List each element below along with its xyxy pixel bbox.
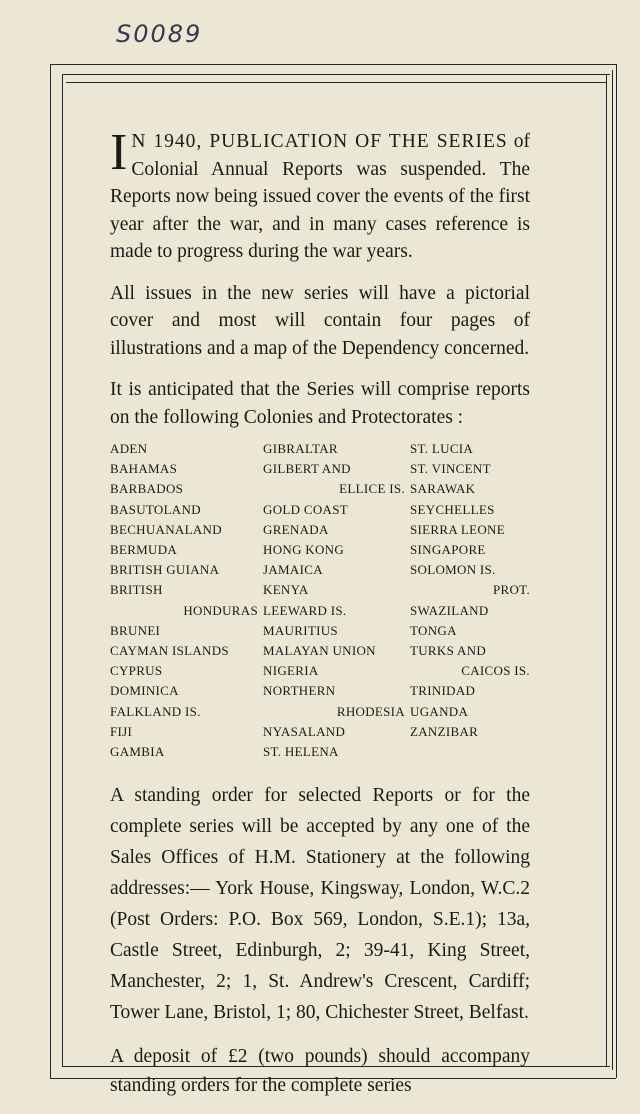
colony-entry: TURKS AND [410,643,487,659]
colony-entry: SINGAPORE [410,542,486,558]
colony-entry: ADEN [110,441,148,456]
colony-entry: PROT. [492,582,530,598]
colony-entry: SOLOMON IS. [410,562,496,578]
colony-entry: BECHUANALAND [110,521,222,537]
colony-entry: DOMINICA [110,683,179,699]
colony-entry: SWAZILAND [410,602,489,618]
colony-entry: JAMAICA [263,562,323,578]
colonies-column-1 [110,439,258,762]
colony-entry: SIERRA LEONE [410,521,505,537]
colony-entry: NORTHERN [263,683,336,699]
intro-paragraph [110,124,530,266]
handwritten-note: S0089 [116,20,203,48]
colony-entry: KENYA [263,582,309,598]
colony-entry: CAYMAN ISLANDS [110,643,229,659]
colonies-column-2 [263,439,405,762]
colony-entry: BRITISH GUIANA [110,562,220,578]
colony-entry: BARBADOS [110,481,184,497]
colony-entry: TONGA [410,622,457,638]
colonies-column-3 [410,439,530,762]
colony-entry: NYASALAND [263,723,346,739]
colony-entry: FALKLAND IS. [110,703,201,719]
intro-rest: of Colonial Annual Reports was suspended. The Reports now being issued cover the events of the first year after the war, and in many cases reference is made to progress during the war years. [110,131,530,262]
standing-order-paragraph: A standing order for selected Reports or for the complete series will be accepted by any one of the Sales Offices of H.M. Stationery at the following addresses:— York House, Kingsway, London, W.C.2 (Post Orders: P.O. Box 569, London, S.E.1); 13a, Castle Street, Edinburgh, 2; 39-41, King Street, Manchester, 2; 1, St. Andrew's Crescent, Cardiff; Tower Lane, Bristol, 1; 80, Chichester Street, Belfast. [110,785,530,1024]
colony-entry: UGANDA [410,703,469,719]
colony-entry: ZANZIBAR [410,723,479,739]
colony-entry: ST. HELENA [263,744,339,760]
pictorial-paragraph: All issues in the new series will have a pictorial cover and most will contain four pages of illustrations and a map of the Dependency concerned. [110,282,530,359]
colony-entry: HONG KONG [263,542,345,558]
colony-entry: BRUNEI [110,622,161,638]
right-rule-outer [616,64,617,1078]
colony-entry: RHODESIA [336,703,405,719]
colony-entry: GOLD COAST [263,501,348,517]
top-rule-outer [50,64,616,65]
colony-entry: SARAWAK [410,481,476,497]
colony-entry: HONDURAS [183,602,258,618]
colony-entry: TRINIDAD [410,683,476,699]
colony-entry: CYPRUS [110,663,163,679]
left-rule-outer [50,64,51,1078]
colony-entry: GAMBIA [110,744,165,760]
colonies-list [110,439,530,762]
top-rule-inner [62,74,610,75]
colony-entry: BAHAMAS [110,461,178,477]
intro-lead: N 1940, PUBLICATION OF THE SERIES [131,131,508,152]
colony-entry: BASUTOLAND [110,501,201,517]
drop-cap: I [110,124,128,181]
colony-entry: BRITISH [110,582,163,598]
colony-entry: ELLICE IS. [339,481,405,497]
colony-entry: FIJI [110,723,133,739]
colony-entry: LEEWARD IS. [263,602,347,618]
left-rule-inner [62,74,63,1066]
colony-entry: MAURITIUS [263,622,338,638]
colony-entry: ST. LUCIA [410,441,474,456]
colony-entry: GILBERT AND [263,461,351,477]
right-rule-inner [606,74,607,1066]
colony-entry: SEYCHELLES [410,501,495,517]
page-body [110,124,530,1114]
colony-entry: CAICOS IS. [461,663,530,679]
colony-entry: GIBRALTAR [263,441,338,456]
anticipated-paragraph: It is anticipated that the Series will comprise reports on the following Colonies and Protectorates : [110,379,530,428]
colony-entry: MALAYAN UNION [263,643,376,659]
colony-entry: NIGERIA [263,663,319,679]
colony-entry: GRENADA [263,521,329,537]
colony-entry: ST. VINCENT [410,461,491,477]
deposit-paragraph: A deposit of £2 (two pounds) should accompany standing orders for the complete series [110,1046,530,1097]
colony-entry: BERMUDA [110,542,178,558]
top-rule-inner-2 [66,82,606,83]
right-rule-mid [612,70,613,1070]
